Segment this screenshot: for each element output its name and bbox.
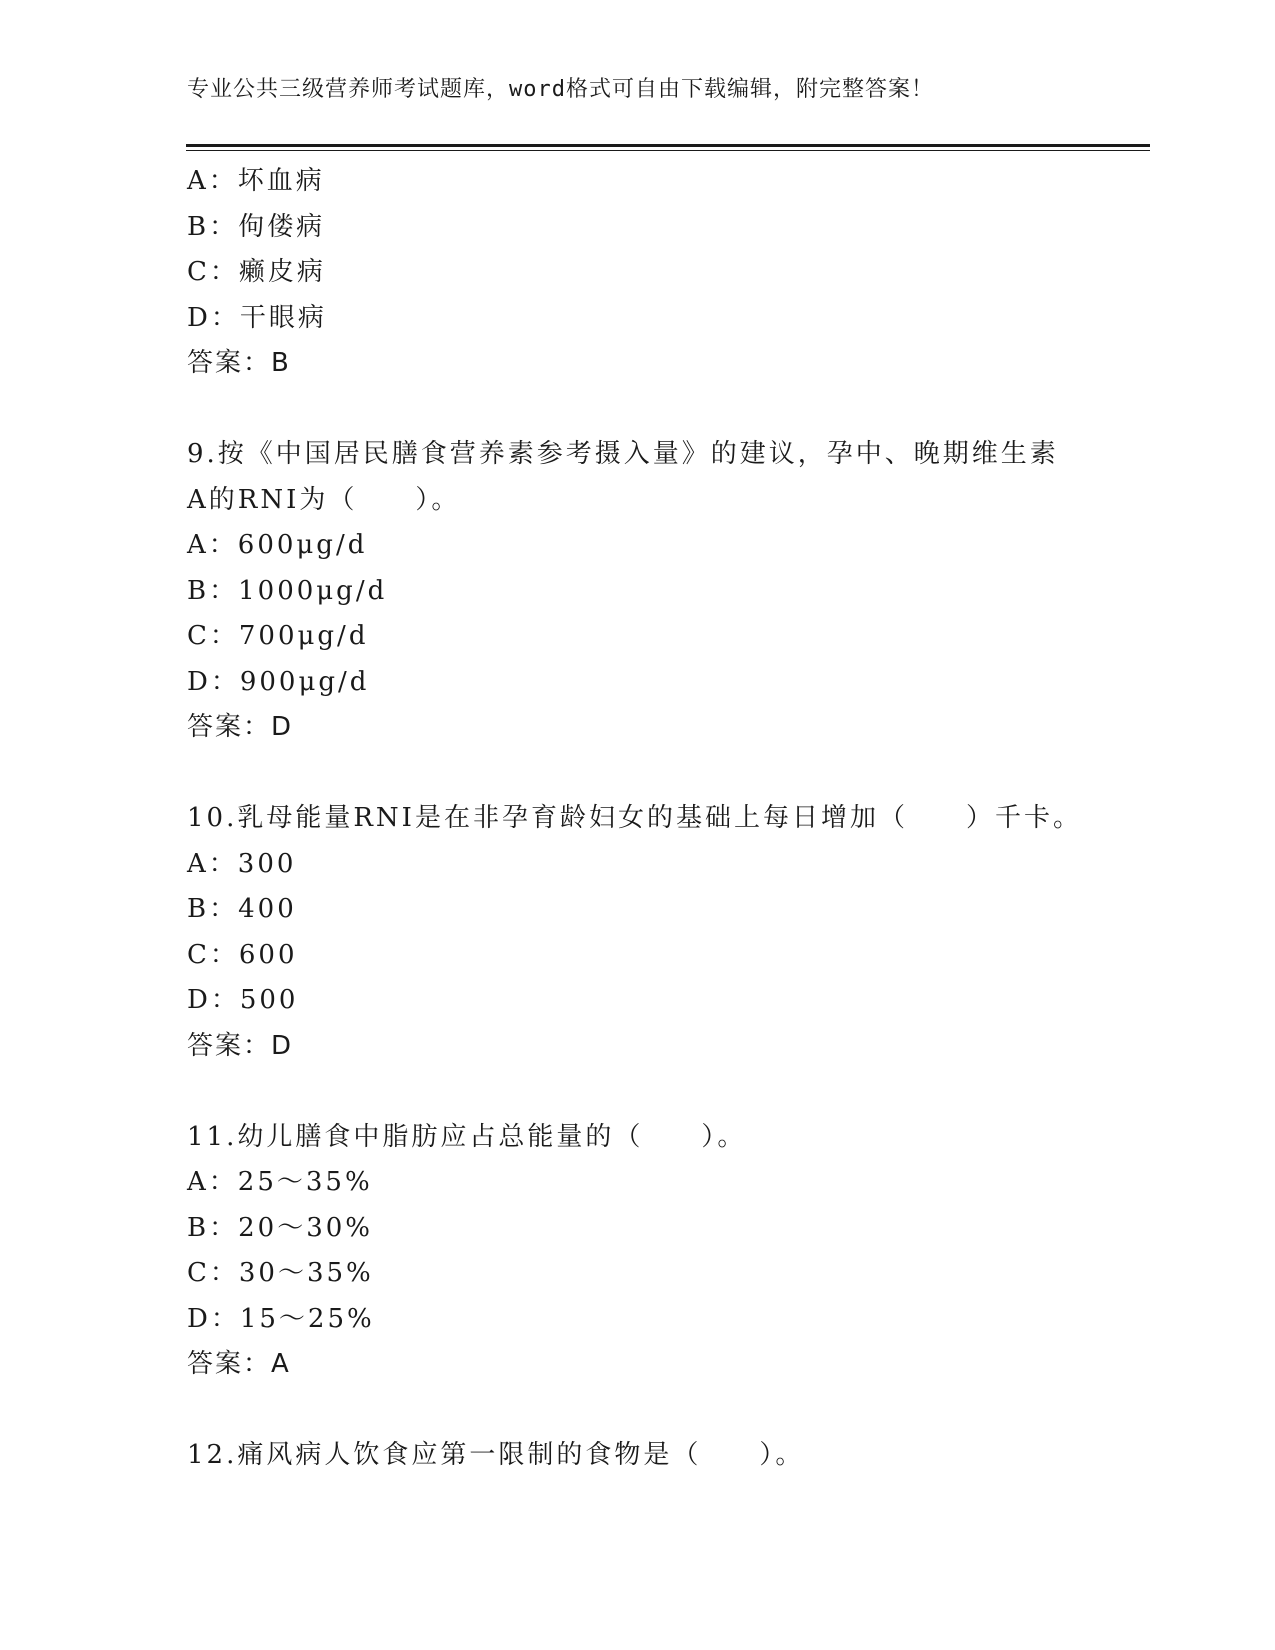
option-a: A：25～35% (187, 1167, 373, 1197)
spacer (187, 387, 1147, 433)
question-text-continued: A的RNI为（ ）。 (187, 484, 461, 515)
question-text: 11.幼儿膳食中脂肪应占总能量的（ ）。 (187, 1121, 747, 1152)
question-block-8 (187, 159, 1147, 387)
option-b: B：1000μg/d (187, 575, 388, 606)
option-d: D：900μg/d (187, 666, 370, 697)
header-rule-thick (186, 144, 1150, 147)
option-c: C：600 (187, 939, 298, 970)
option-c: C：700μg/d (187, 621, 369, 651)
option-d: D：干眼病 (187, 302, 327, 333)
question-text: 10.乳母能量RNI是在非孕育龄妇女的基础上每日增加（ ）千卡。 (187, 803, 1082, 833)
option-b: B：20～30% (187, 1212, 373, 1243)
answer-line: 答案：D (187, 712, 294, 742)
option-c: C：30～35% (187, 1258, 374, 1288)
question-text: 12.痛风病人饮食应第一限制的食物是（ ）。 (187, 1440, 805, 1470)
spacer (187, 751, 1147, 797)
option-d: D：15～25% (187, 1303, 375, 1334)
option-c: C：癞皮病 (187, 257, 326, 287)
question-text: 9.按《中国居民膳食营养素参考摄入量》的建议，孕中、晚期维生素 (187, 439, 1059, 469)
page-header: 专业公共三级营养师考试题库，word格式可自由下载编辑，附完整答案！ (187, 77, 934, 102)
question-block-12 (187, 1433, 1147, 1479)
question-block-9 (187, 432, 1147, 751)
option-a: A：600μg/d (187, 530, 368, 560)
question-block-10 (187, 796, 1147, 1069)
option-a: A：坏血病 (187, 166, 325, 196)
option-b: B：400 (187, 894, 297, 924)
header-rule-thin (186, 150, 1150, 151)
answer-line: 答案：D (187, 1030, 294, 1061)
option-a: A：300 (187, 848, 297, 879)
answer-line: 答案：B (187, 348, 291, 378)
option-d: D：500 (187, 985, 299, 1015)
option-b: B：佝偻病 (187, 211, 326, 242)
question-content (187, 159, 1147, 1479)
question-block-11 (187, 1115, 1147, 1388)
spacer (187, 1069, 1147, 1115)
spacer (187, 1388, 1147, 1434)
answer-line: 答案：A (187, 1349, 291, 1379)
